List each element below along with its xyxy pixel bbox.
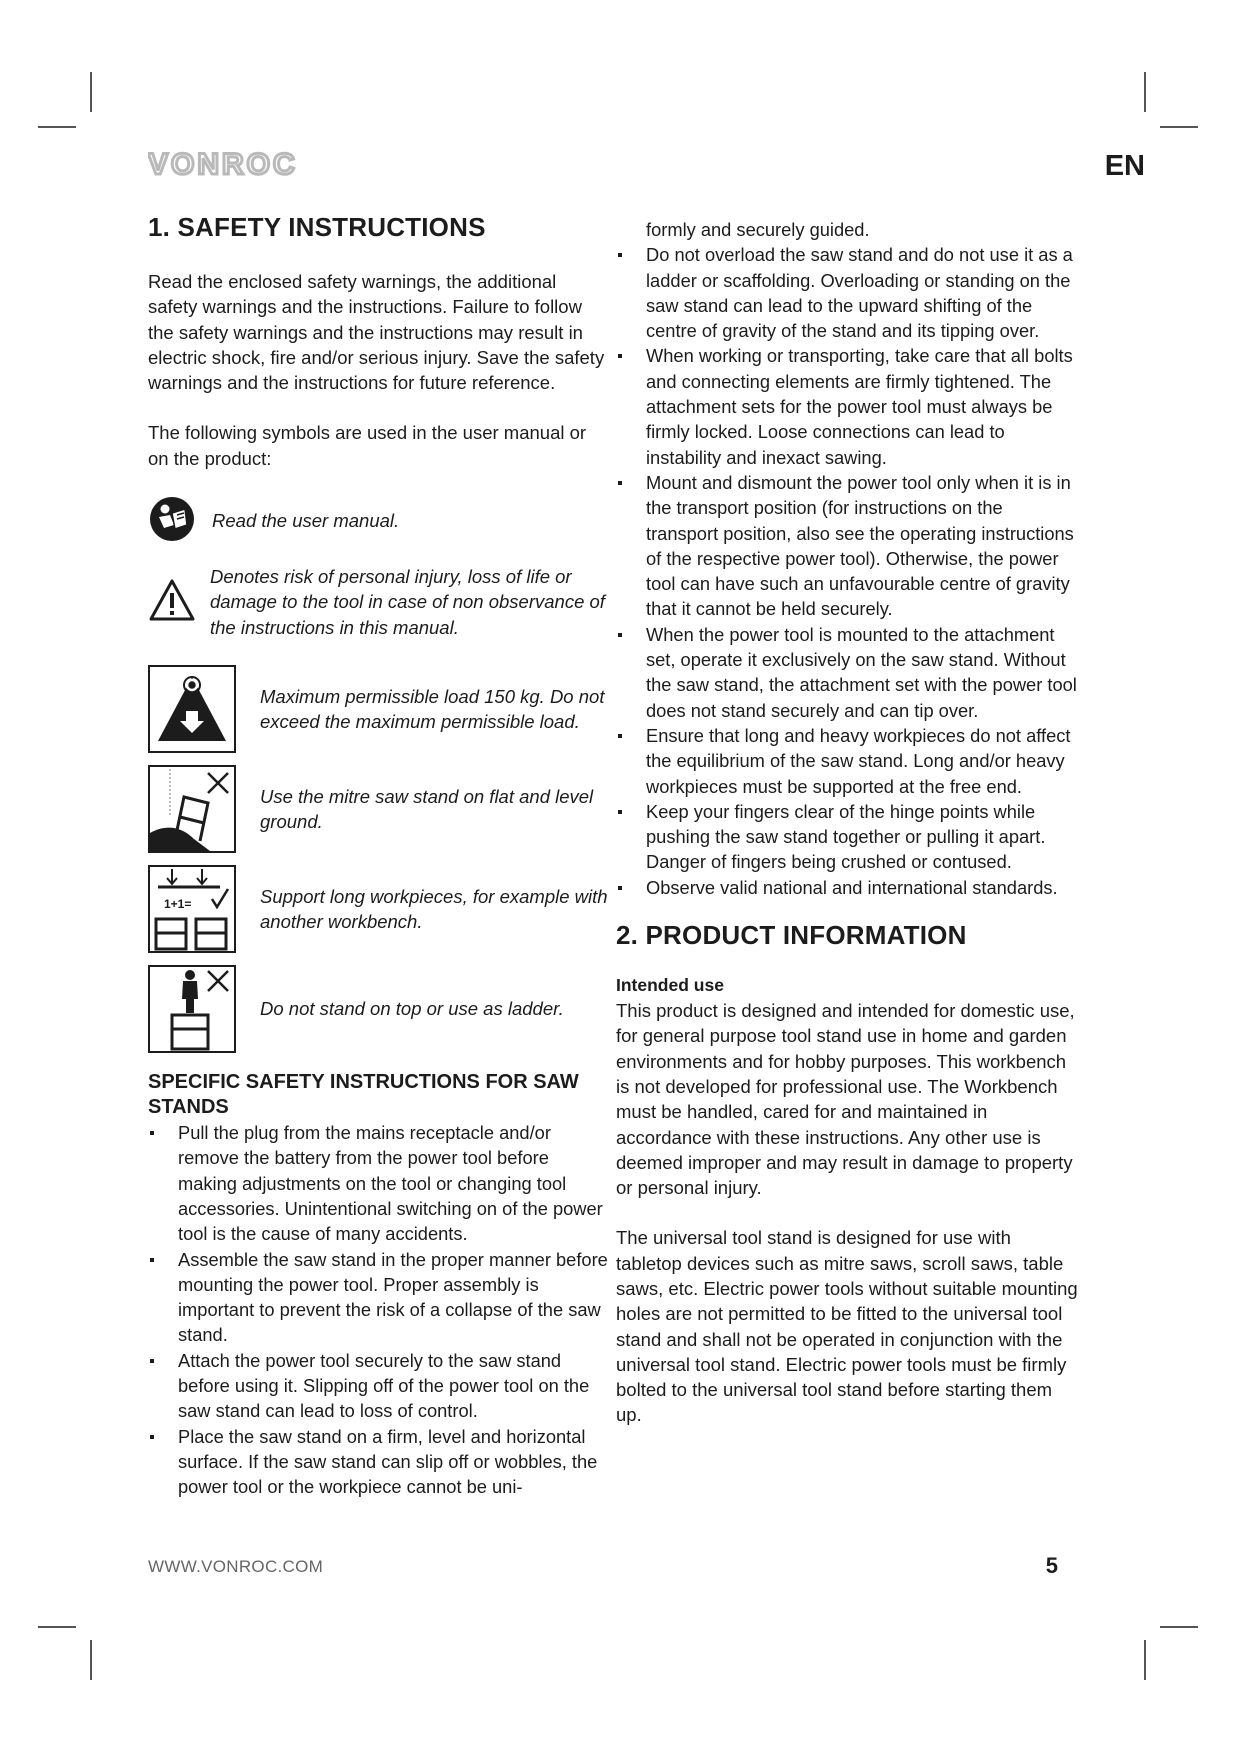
- no-ladder-icon: [148, 965, 236, 1053]
- list-item: Assemble the saw stand in the proper manner before mounting the power tool. Proper assembly is important to prevent the risk of a collapse of the saw stand.: [148, 1247, 610, 1348]
- list-item: Keep your fingers clear of the hinge points while pushing the saw stand together or pulling it apart. Danger of fingers being crushed or contused.: [616, 799, 1078, 875]
- list-item: Pull the plug from the mains receptacle and/or remove the battery from the power tool before making adjustments on the tool or changing tool accessories. Unintentional switching on of the power tool is the cause of many accidents.: [148, 1120, 610, 1246]
- crop-mark: [90, 1640, 92, 1680]
- level-ground-icon: [148, 765, 236, 853]
- crop-mark: [90, 72, 92, 112]
- symbol-text: Support long workpieces, for example with another workbench.: [260, 885, 608, 933]
- list-item: Do not overload the saw stand and do not use it as a ladder or scaffolding. Overloading or standing on the saw stand can lead to the upward shifting of the centre of gravity of the stand and its tipping over.: [616, 242, 1078, 343]
- left-bullet-list: [148, 1120, 610, 1499]
- symbol-row-read-manual: [148, 496, 610, 546]
- read-manual-icon: [148, 495, 198, 548]
- list-item: Observe valid national and international standards.: [616, 875, 1078, 900]
- crop-mark: [1160, 126, 1198, 128]
- intro-paragraph: Read the enclosed safety warnings, the additional safety warnings and the instructions. Failure to follow the safety warnings and the instructions may result in electric shock, fire and/or serious injury. Save the safety warnings and the instructions for future reference.: [148, 271, 605, 394]
- right-column: [616, 217, 1078, 1453]
- crop-mark: [38, 126, 76, 128]
- language-code: EN: [1104, 150, 1145, 182]
- support-workpiece-icon: [148, 865, 236, 953]
- symbol-row-level-ground: [148, 764, 610, 854]
- symbols-intro: The following symbols are used in the user manual or on the product:: [148, 422, 587, 469]
- symbol-text: Maximum permissible load 150 kg. Do not exceed the maximum permissible load.: [260, 685, 605, 733]
- max-load-icon: [148, 665, 236, 753]
- section1-title: 1. SAFETY INSTRUCTIONS: [148, 212, 486, 242]
- symbol-row-support-workpiece: [148, 864, 610, 954]
- page-number: 5: [1045, 1553, 1058, 1578]
- intended-use-paragraph: This product is designed and intended for domestic use, for general purpose tool stand use in home and garden environments and for hobby purposes. This workbench is not developed for professional use. The Workbench must be handled, cared for and maintained in accordance with these instructions. Any other use is deemed improper and may result in damage to property or personal injury.: [616, 1000, 1075, 1199]
- list-item-continuation: formly and securely guided.: [646, 219, 870, 240]
- specific-safety-title: SPECIFIC SAFETY INSTRUCTIONS FOR SAW STANDS: [148, 1071, 579, 1119]
- symbol-text: Do not stand on top or use as ladder.: [260, 998, 564, 1020]
- crop-mark: [1144, 1640, 1146, 1680]
- intended-use-subtitle: Intended use: [616, 975, 724, 996]
- list-item: Place the saw stand on a firm, level and horizontal surface. If the saw stand can slip off or wobbles, the power tool or the workpiece cannot be uni-: [148, 1424, 610, 1500]
- symbol-text: Use the mitre saw stand on flat and level ground.: [260, 785, 594, 833]
- list-item: Ensure that long and heavy workpieces do not affect the equilibrium of the saw stand. Long and/or heavy workpieces must be supported at the free end.: [616, 723, 1078, 799]
- symbol-text: Read the user manual.: [212, 510, 400, 532]
- list-item: When working or transporting, take care that all bolts and connecting elements are firmly tightened. The attachment sets for the power tool must always be firmly locked. Loose connections can lead to instability and inexact sawing.: [616, 343, 1078, 469]
- symbol-text: Denotes risk of personal injury, loss of life or damage to the tool in case of non observance of the instructions in this manual.: [210, 566, 605, 638]
- footer-website: WWW.VONROC.COM: [148, 1557, 324, 1576]
- crop-mark: [1144, 72, 1146, 112]
- symbol-row-no-ladder: [148, 964, 610, 1054]
- tool-stand-paragraph: The universal tool stand is designed for use with tabletop devices such as mitre saws, scroll saws, table saws, etc. Electric power tools without suitable mounting holes are not permitted to be fitted to the universal tool stand and shall not be operated in conjunction with the universal tool stand. Electric power tools must be firmly bolted to the universal tool stand before starting them up.: [616, 1227, 1078, 1426]
- support-label: 1+1=: [164, 897, 192, 912]
- list-item: Mount and dismount the power tool only when it is in the transport position (for instructions on the transport position, also see the operating instructions of the respective power tool). Otherwise, the power tool can have such an unfavourable centre of gravity that it cannot be held securely.: [616, 470, 1078, 622]
- list-item: Attach the power tool securely to the saw stand before using it. Slipping off of the power tool on the saw stand can lead to loss of control.: [148, 1348, 610, 1424]
- section2-title: 2. PRODUCT INFORMATION: [616, 920, 967, 951]
- crop-mark: [38, 1626, 76, 1628]
- symbol-row-max-load: [148, 664, 610, 754]
- brand-logo: [148, 146, 298, 182]
- right-bullet-list: [616, 242, 1078, 900]
- brand-logo-text: VONROC: [148, 148, 298, 181]
- crop-mark: [1160, 1626, 1198, 1628]
- left-column: [148, 212, 610, 1500]
- list-item: When the power tool is mounted to the attachment set, operate it exclusively on the saw stand. Without the saw stand, the attachment set with the power tool does not stand securely and can tip over.: [616, 622, 1078, 723]
- warning-triangle-icon: [148, 578, 196, 627]
- symbol-row-warning: [148, 562, 610, 642]
